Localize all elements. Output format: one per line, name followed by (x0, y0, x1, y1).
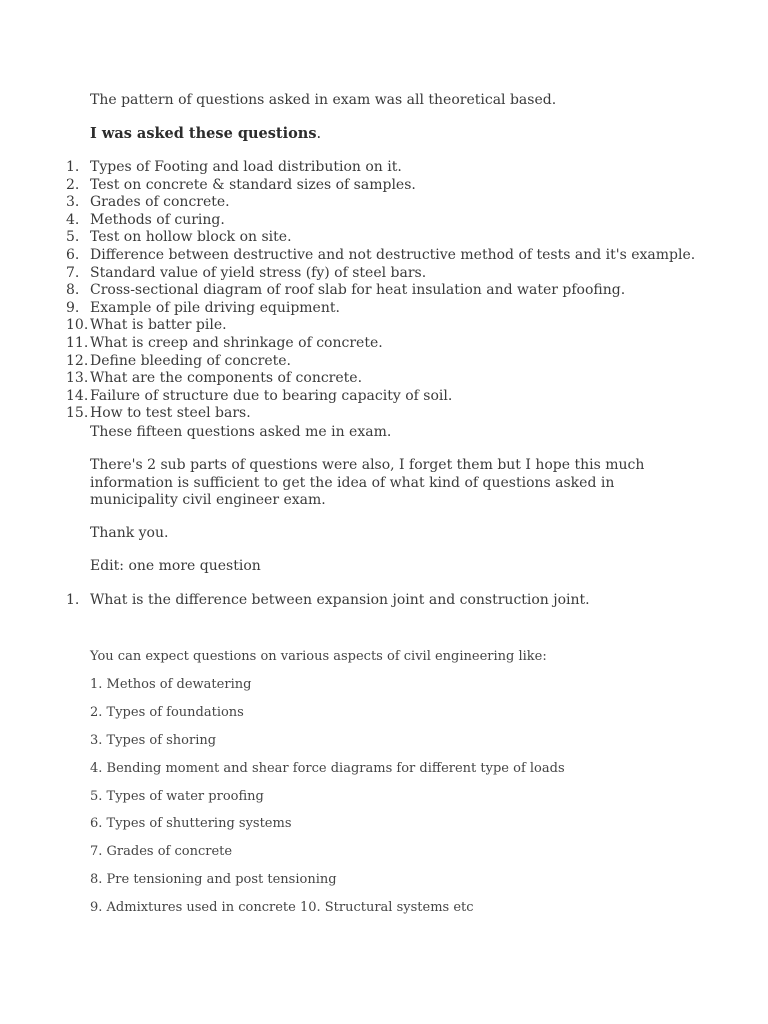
list-text: Standard value of yield stress (fy) of steel bars. (90, 264, 427, 281)
list-text: Define bleeding of concrete. (90, 352, 292, 369)
expect-item: 8. Pre tensioning and post tensioning (90, 872, 337, 887)
questions-heading (90, 125, 710, 144)
list-number: 15. (66, 405, 89, 422)
list-number: 12. (66, 352, 89, 369)
list-number: 2. (66, 176, 80, 193)
list-number: 13. (66, 370, 89, 387)
list-text: Test on hollow block on site. (90, 229, 292, 246)
expect-item: 1. Methos of dewatering (90, 677, 252, 692)
expect-item: 9. Admixtures used in concrete 10. Structural systems etc (90, 900, 474, 915)
edit-note: Edit: one more question (90, 558, 261, 574)
list-number: 3. (66, 194, 80, 211)
expect-item: 3. Types of shoring (90, 733, 217, 748)
sub-parts-note: There's 2 sub parts of questions were also, I forget them but I hope this much information is sufficient to get the idea of what kind of questions asked in municipality civil engineer exam. (90, 457, 645, 509)
heading-text: I was asked these questions (90, 125, 317, 142)
list-number: 14. (66, 387, 89, 404)
list-text: What is batter pile. (90, 317, 227, 334)
list-text: Example of pile driving equipment. (90, 299, 340, 316)
list-number: 1. (66, 159, 80, 175)
list-text: What is creep and shrinkage of concrete. (90, 334, 383, 351)
list-text: Grades of concrete. (90, 194, 230, 211)
expect-item: 6. Types of shuttering systems (90, 816, 292, 831)
list-number: 6. (66, 246, 80, 263)
heading-period: . (316, 126, 322, 142)
list-number: 11. (66, 334, 89, 351)
list-text: What is the difference between expansion joint and construction joint. (90, 592, 590, 608)
expect-item: 2. Types of foundations (90, 705, 244, 720)
list-text: Types of Footing and load distribution on it. (90, 159, 402, 175)
expect-item: 4. Bending moment and shear force diagrams for different type of loads (90, 761, 565, 776)
list-number: 5. (66, 229, 80, 246)
list-number: 10. (66, 317, 89, 334)
list-text: What are the components of concrete. (90, 370, 363, 387)
intro-paragraph: The pattern of questions asked in exam was all theoretical based. (90, 92, 557, 108)
list-number: 7. (66, 264, 80, 281)
list-item (0, 592, 768, 610)
list-number: 1. (66, 592, 80, 608)
expect-item: 7. Grades of concrete (90, 844, 233, 859)
list-text: How to test steel bars. (90, 405, 251, 422)
fifteen-note: These fifteen questions asked me in exam. (90, 424, 392, 440)
extra-question-list (0, 592, 768, 610)
list-number: 9. (66, 299, 80, 316)
list-text: Failure of structure due to bearing capacity of soil. (90, 387, 453, 404)
list-text: Difference between destructive and not destructive method of tests and it's example. (90, 246, 696, 263)
thanks-text: Thank you. (90, 525, 169, 541)
list-number: 8. (66, 282, 80, 299)
expect-item: 5. Types of water proofing (90, 789, 264, 804)
expect-intro: You can expect questions on various aspects of civil engineering like: (90, 649, 547, 664)
list-text: Methods of curing. (90, 211, 225, 228)
list-text: Test on concrete & standard sizes of samples. (90, 176, 416, 193)
list-number: 4. (66, 211, 80, 228)
list-text: Cross-sectional diagram of roof slab for heat insulation and water pfoofing. (90, 282, 626, 299)
